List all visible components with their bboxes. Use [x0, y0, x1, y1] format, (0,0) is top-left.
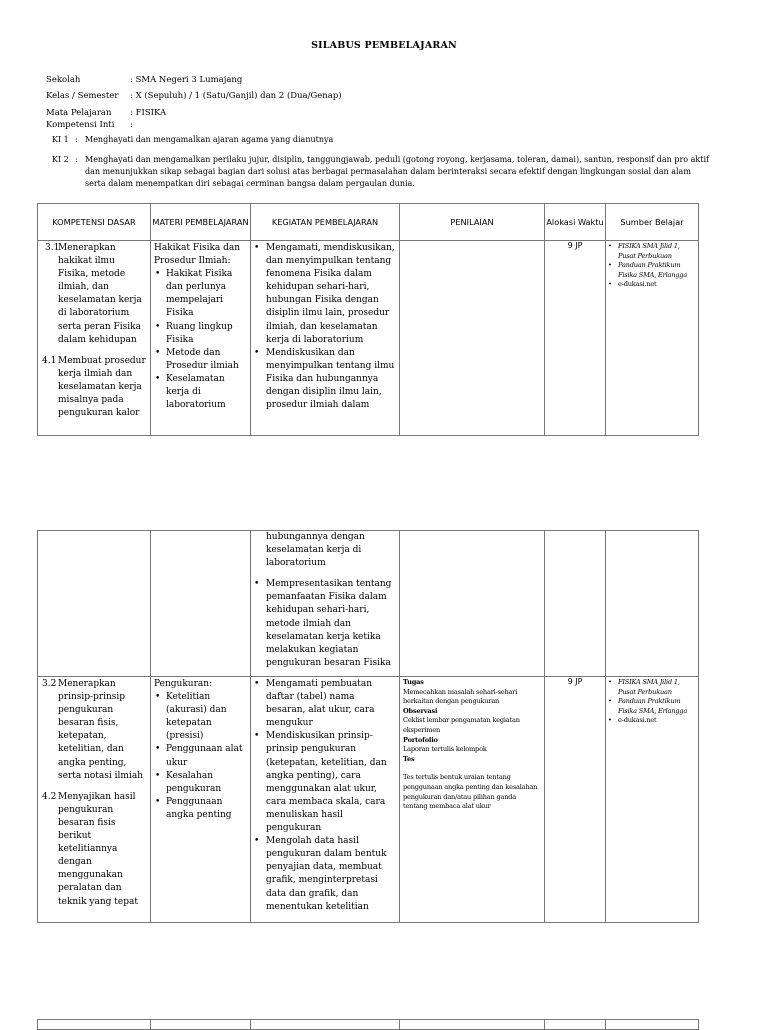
- kegiatan-cell: [251, 241, 400, 436]
- sumber-item: • e-dukasi.net: [608, 280, 696, 290]
- materi-cell: [151, 241, 251, 436]
- materi-intro: Pengukuran:: [154, 679, 213, 689]
- kd-number: 3.1: [45, 243, 60, 253]
- kegiatan-continuation: hubungannya dengan keselamatan kerja di laboratorium: [266, 532, 365, 569]
- materi-cell: [151, 677, 251, 923]
- penilaian-cell: [400, 241, 545, 436]
- penilaian-portofolio-label: Portofolio: [403, 735, 438, 744]
- header-kegiatan: KEGIATAN PEMBELAJARAN: [251, 204, 400, 241]
- penilaian-tugas: Memecahkan masalah sehari-sehari berkaitan dengan pengukuran: [403, 687, 518, 706]
- ki-2: [0, 154, 768, 194]
- kegiatan-item: • Mengolah data hasil pengukuran dalam bentuk penyajian data, membuat grafik, menginterpretasi data dan grafik, dan menentukan ketelitian: [251, 835, 395, 914]
- kd-text: Menerapkan hakikat ilmu Fisika, metode ilmiah, dan keselamatan kerja di laboratorium serta peran Fisika dalam kehidupan: [58, 243, 142, 345]
- identity-block: [0, 74, 768, 134]
- meta-label: Mata Pelajaran: [46, 108, 112, 118]
- kd-item: [38, 678, 148, 783]
- alokasi-cell: [545, 531, 606, 677]
- header-penilaian: PENILAIAN: [400, 204, 545, 241]
- syllabus-table-page-1: [37, 203, 699, 436]
- kegiatan-cell: [251, 677, 400, 923]
- meta-label: Kompetensi Inti: [46, 120, 115, 130]
- kegiatan-item: • Mengamati pembuatan daftar (tabel) nama besaran, alat ukur, cara mengukur: [251, 678, 395, 730]
- kegiatan-cell: [251, 531, 400, 677]
- sumber-item: • e-dukasi.net: [608, 716, 696, 726]
- sumber-cell: [606, 531, 699, 677]
- header-materi: MATERI PEMBELAJARAN: [151, 204, 251, 241]
- sumber-item: • FISIKA SMA Jilid 1, Pusat Perbukuan: [608, 678, 696, 697]
- header-alokasi: Alokasi Waktu: [545, 204, 606, 241]
- kd-item: [38, 791, 148, 909]
- penilaian-cell: [400, 531, 545, 677]
- kd-number: 4.1: [42, 355, 57, 366]
- kd-text: Menyajikan hasil pengukuran besaran fisis berikut ketelitiannya dengan menggunakan peralatan dan teknik yang tepat: [58, 791, 138, 907]
- materi-item: • Metode dan Prosedur ilmiah: [154, 347, 246, 373]
- header-kompetensi-dasar: KOMPETENSI DASAR: [38, 204, 151, 241]
- kegiatan-item: • Mengamati, mendiskusikan, dan menyimpulkan tentang fenomena Fisika dalam kehidupan sehari-hari, hubungan Fisika dengan disiplin ilmu lain, prosedur ilmiah, dan keselamatan kerja di laboratorium: [251, 242, 395, 347]
- ki-text: Menghayati dan mengamalkan ajaran agama yang dianutnya: [85, 135, 334, 144]
- sumber-item: • Panduan Praktikum Fisika SMA, Erlangga: [608, 261, 696, 280]
- table-row: [38, 1020, 699, 1030]
- sumber-item: • Panduan Praktikum Fisika SMA, Erlangga: [608, 697, 696, 716]
- penilaian-observasi-label: Observasi: [403, 706, 438, 715]
- materi-item: • Ketelitian (akurasi) dan ketepatan (presisi): [154, 691, 246, 743]
- sumber-cell: [606, 241, 699, 436]
- ki-code: KI 2: [52, 155, 69, 164]
- meta-value: : FISIKA: [130, 108, 167, 118]
- kegiatan-item: • Mempresentasikan tentang pemanfaatan Fisika dalam kehidupan sehari-hari, metode ilmiah dan keselamatan kerja ketika melakukan kegiatan pengukuran besaran Fisika: [251, 578, 395, 670]
- meta-label: Sekolah: [46, 75, 81, 85]
- table-row: [38, 677, 699, 923]
- kd-item: [38, 242, 146, 347]
- kd-cell: [38, 677, 151, 923]
- materi-item: • Penggunaan alat ukur: [154, 743, 246, 769]
- penilaian-portofolio: Laporan tertulis kelompok: [403, 745, 487, 754]
- page-title: SILABUS PEMBELAJARAN: [311, 40, 457, 51]
- alokasi-cell: 9 JP: [545, 241, 606, 436]
- syllabus-table-page-3: [37, 1019, 699, 1030]
- materi-intro: Hakikat Fisika dan Prosedur Ilmiah:: [154, 243, 241, 267]
- table-row: [38, 531, 699, 677]
- kegiatan-item: • Mendiskusikan prinsip-prinsip pengukuran (ketepatan, ketelitian, dan angka penting), cara menggunakan alat ukur, cara membaca skala, cara menuliskan hasil pengukuran: [251, 730, 395, 835]
- meta-label: Kelas / Semester: [46, 91, 119, 101]
- meta-value: : SMA Negeri 3 Lumajang: [130, 75, 243, 85]
- ki-colon: :: [75, 135, 78, 144]
- kd-number: 3.2: [42, 679, 57, 689]
- ki-colon: :: [75, 155, 78, 164]
- ki-text: Menghayati dan mengamalkan perilaku jujur, disiplin, tanggungjawab, peduli (gotong royong, kerjasama, toleran, damai), santun, responsif dan pro aktif dan menunjukkan sikap sebagai bagian dari solusi atas berbagai permasalahan dalam berinteraksi secara efektif dengan lingkungan sosial dan alam serta dalam menempatkan diri sebagai cerminan bangsa dalam pergaulan dunia.: [85, 155, 709, 188]
- meta-value: : X (Sepuluh) / 1 (Satu/Ganjil) dan 2 (Dua/Genap): [130, 91, 342, 101]
- kd-text: Menerapkan prinsip-prinsip pengukuran besaran fisis, ketepatan, ketelitian, dan angka penting, serta notasi ilmiah: [58, 679, 143, 781]
- table-row: [38, 241, 699, 436]
- kd-cell: [38, 531, 151, 677]
- penilaian-cell: [400, 677, 545, 923]
- materi-item: • Ruang lingkup Fisika: [154, 321, 246, 347]
- alokasi-cell: 9 JP: [545, 677, 606, 923]
- table-header-row: [38, 204, 699, 241]
- kd-cell: [38, 241, 151, 436]
- kd-text: Membuat prosedur kerja ilmiah dan keselamatan kerja misalnya pada pengukuran kalor: [58, 355, 146, 419]
- meta-value: :: [130, 120, 133, 130]
- kd-item: [38, 355, 146, 420]
- penilaian-tes: Tes tertulis bentuk uraian tentang penggunaan angka penting dan kesalahan pengukuran dan/atau pilihan ganda tentang membaca alat ukur: [403, 773, 538, 811]
- penilaian-tes-label: Tes: [403, 754, 415, 763]
- syllabus-table-page-2: [37, 530, 699, 923]
- penilaian-tugas-label: Tugas: [403, 678, 424, 686]
- ki-code: KI 1: [52, 135, 69, 144]
- ki-1: [0, 134, 768, 148]
- materi-item: • Keselamatan kerja di laboratorium: [154, 373, 246, 412]
- kd-number: 4.2: [42, 791, 57, 802]
- materi-cell: [151, 531, 251, 677]
- sumber-cell: [606, 677, 699, 923]
- materi-item: • Kesalahan pengukuran: [154, 770, 246, 796]
- materi-item: • Penggunaan angka penting: [154, 796, 246, 822]
- sumber-item: • FISIKA SMA Jilid 1, Pusat Perbukuan: [608, 242, 696, 261]
- header-sumber: Sumber Belajar: [606, 204, 699, 241]
- materi-item: • Hakikat Fisika dan perlunya mempelajari Fisika: [154, 268, 246, 320]
- penilaian-observasi: Ceklist lembar pengamatan kegiatan eksperimen: [403, 716, 520, 734]
- kegiatan-item: • Mendiskusikan dan menyimpulkan tentang ilmu Fisika dan hubungannya dengan disiplin ilmu lain, prosedur ilmiah dalam: [251, 347, 395, 412]
